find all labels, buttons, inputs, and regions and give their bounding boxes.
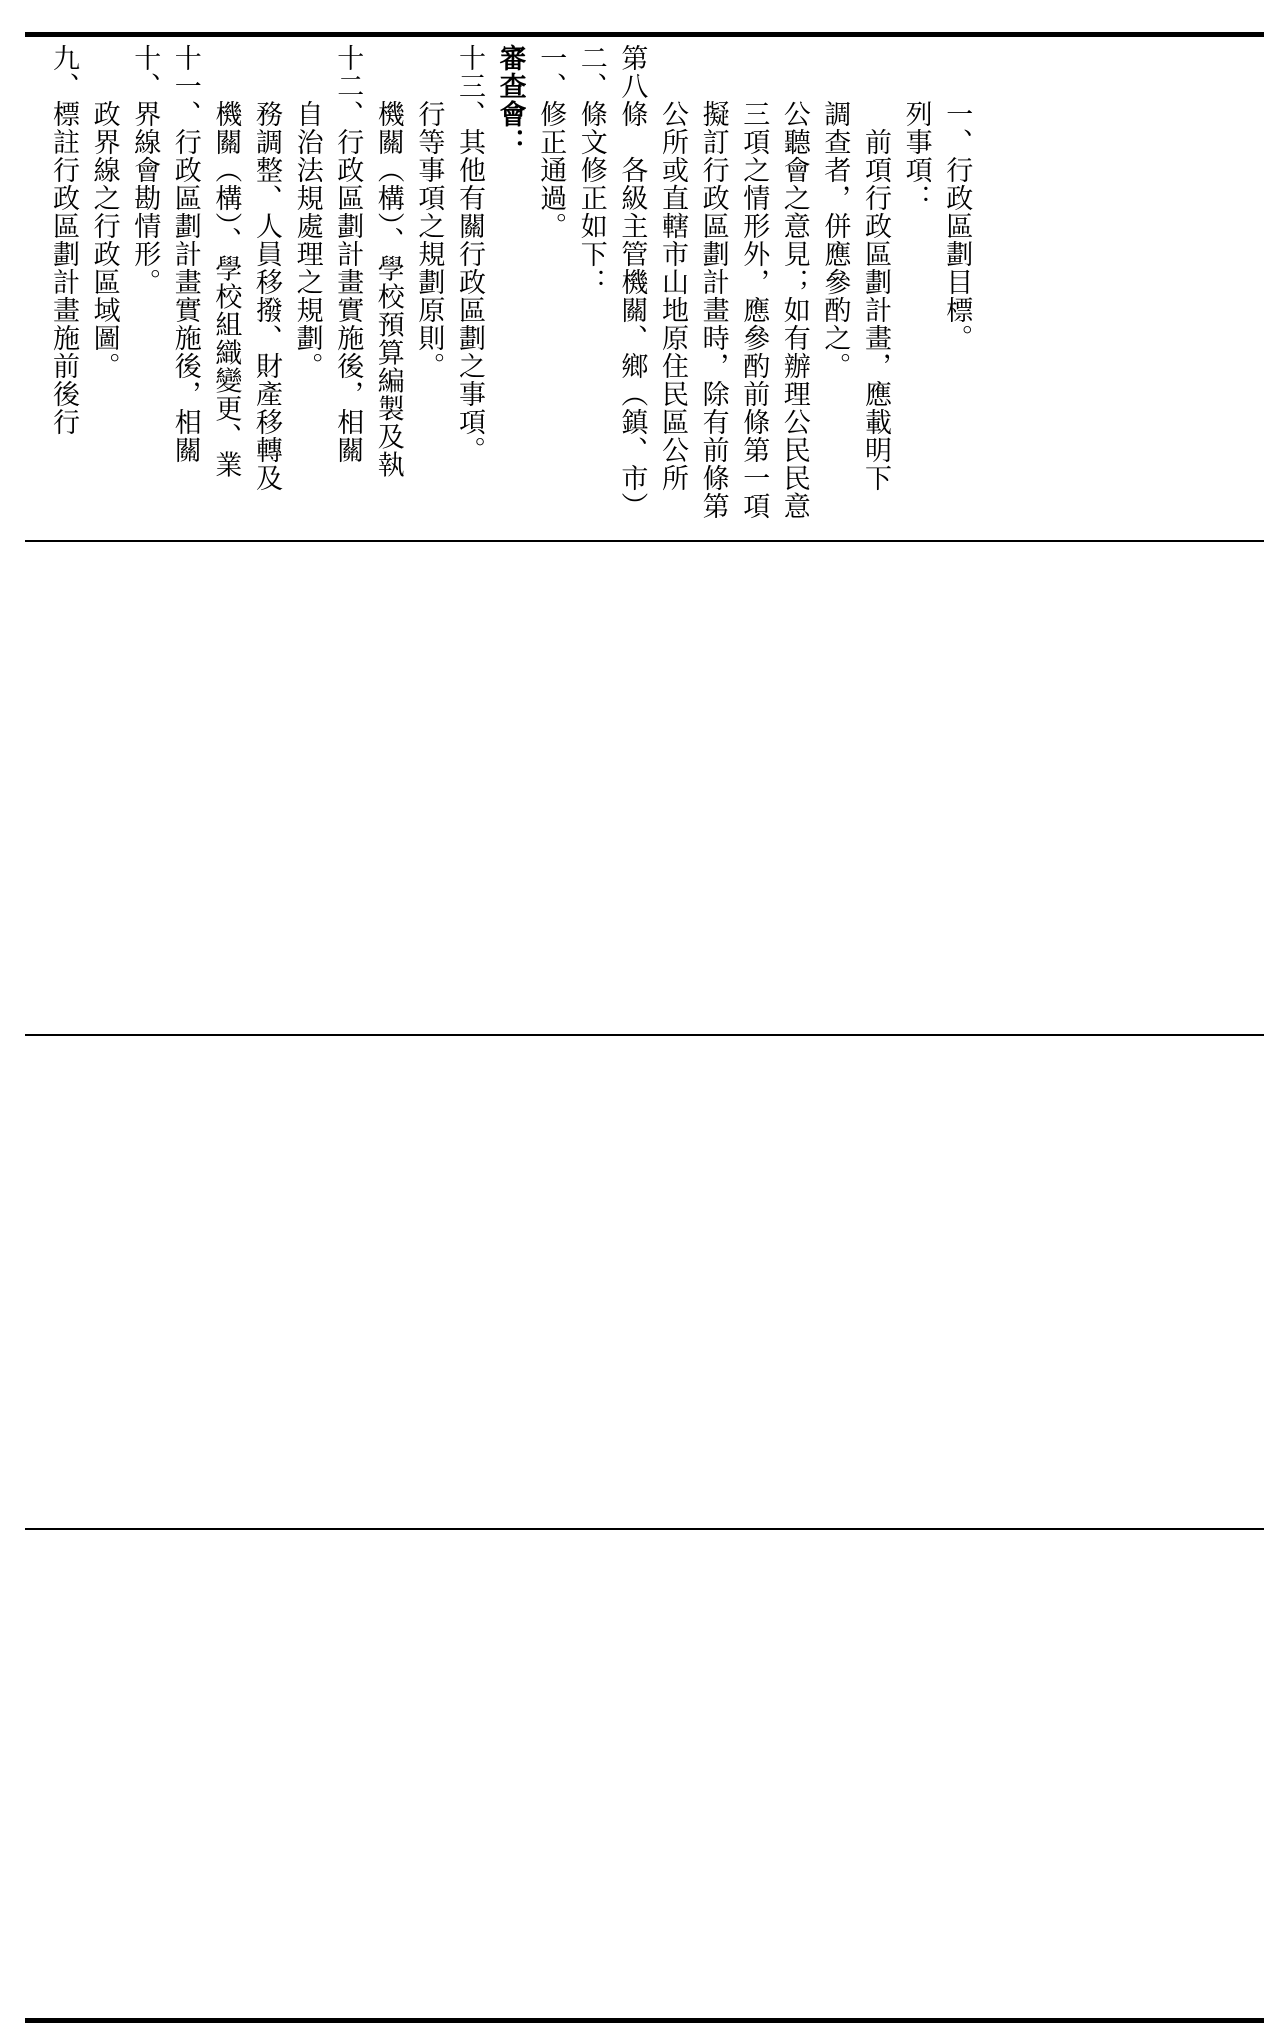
band-divider-3: [25, 1528, 1264, 1530]
text-column: 機關（構）、學校預算編製及執: [372, 100, 404, 479]
section-heading: 審查會：: [494, 44, 526, 156]
text-column: 調查者，併應參酌之。: [819, 100, 851, 380]
text-column: 前項行政區劃計畫，應載明下: [860, 128, 891, 492]
text-column: 三項之情形外，應參酌前條第一項: [738, 100, 770, 520]
text-column: 十、界線會勘情形。: [129, 44, 161, 296]
text-column: 務調整、人員移撥、財產移轉及: [251, 100, 282, 492]
text-column: 十一、行政區劃計畫實施後，相關: [169, 44, 201, 464]
text-column: 列事項：: [900, 100, 932, 212]
band-divider-2: [25, 1034, 1264, 1036]
text-column: 一、行政區劃目標。: [941, 100, 973, 352]
text-column: 政界線之行政區域圖。: [88, 100, 120, 380]
text-column: 一、修正通過。: [535, 44, 567, 240]
text-column: 十三、其他有關行政區劃之事項。: [454, 44, 485, 464]
bottom-rule: [25, 2018, 1264, 2023]
text-column: 行等事項之規劃原則。: [413, 100, 445, 380]
text-column: 第八條 各級主管機關、鄉（鎮、市）: [616, 44, 648, 520]
text-column: 自治法規處理之規劃。: [291, 100, 323, 380]
band-divider-1: [25, 540, 1264, 542]
text-column: 公聽會之意見；如有辦理公民民意: [778, 100, 810, 520]
text-column: 十二、行政區劃計畫實施後，相關: [332, 44, 364, 464]
text-column: 機關（構）、學校組織變更、業: [210, 100, 242, 479]
text-column: 二、條文修正如下：: [575, 44, 607, 296]
text-column: 公所或直轄市山地原住民區公所: [657, 100, 688, 492]
text-band-1: [25, 40, 1264, 536]
top-rule: [25, 32, 1264, 37]
text-column: 九、標註行政區劃計畫施前後行: [48, 44, 79, 436]
text-column: 擬訂行政區劃計畫時，除有前條第: [697, 100, 729, 520]
